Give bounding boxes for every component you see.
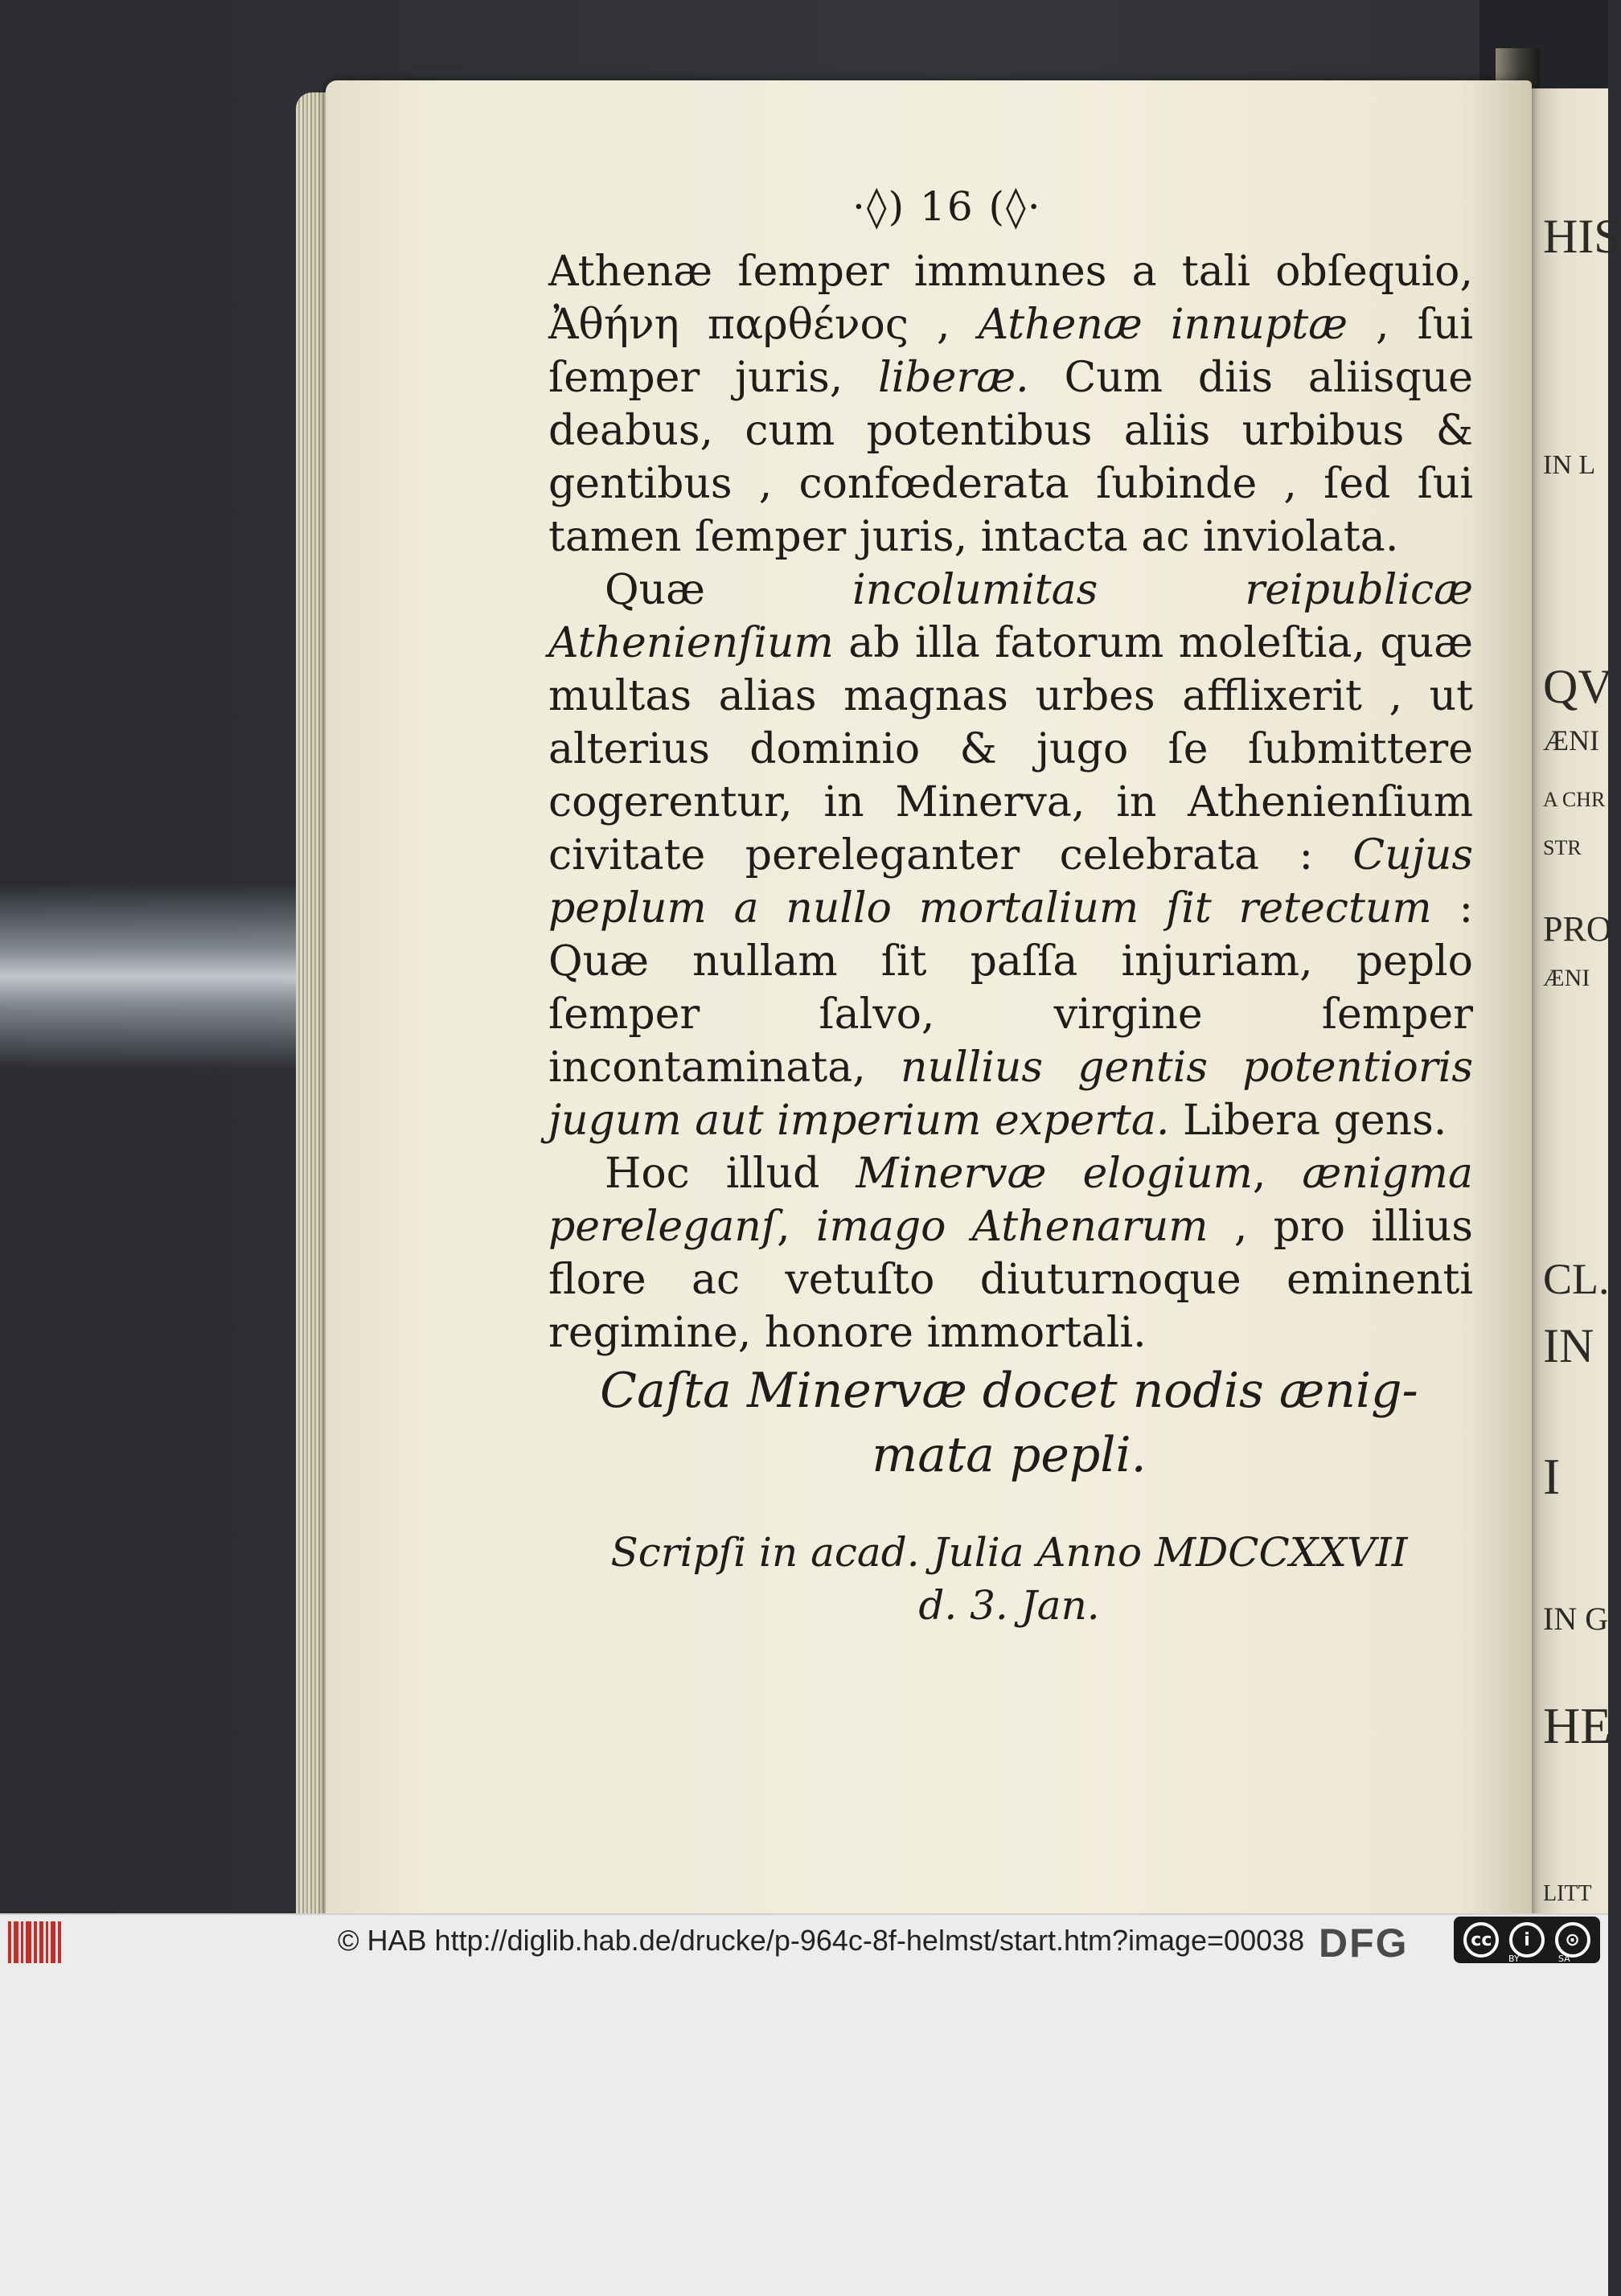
paragraph-2 [548, 564, 1473, 1147]
text-segment: Cujus peplum a nullo mortalium ſit retectum [548, 831, 1473, 933]
attribution-icon: i [1509, 1922, 1545, 1958]
motto [555, 1359, 1463, 1487]
facing-page-text: HIS [1543, 210, 1621, 263]
text-segment: Ἀθήνη παρθένος [548, 301, 909, 349]
facing-page-text: IN [1543, 1319, 1594, 1372]
text-segment: Cum diis aliisque deabus, cum potentibus aliis urbibus & gentibus , confœderata ſubinde , ſed ſui tamen ſemper juris, intacta ac inviolata. [548, 354, 1473, 561]
text-segment: , pro illius flore ac vetuſto diuturnoque eminenti regimine, honore immortali. [548, 1203, 1473, 1357]
text-segment: Athenæ ſemper immunes a tali obſequio, [548, 248, 1473, 296]
text-segment: Minervæ elogium [856, 1150, 1253, 1198]
page-body [548, 245, 1473, 1359]
paragraph-1 [548, 245, 1473, 564]
motto-line-1: Caſta Minervæ docet nodis ænig- [600, 1363, 1418, 1419]
facing-page-text: PRO [1543, 909, 1612, 949]
cc-license-icon[interactable] [1454, 1917, 1600, 1963]
facing-page-text: IN L [1543, 450, 1596, 480]
signature-line-2: d. 3. Jan. [918, 1582, 1100, 1629]
facing-page-text: IN G [1543, 1601, 1609, 1637]
text-segment: , [1252, 1150, 1303, 1198]
hab-logo-icon [8, 1921, 64, 1963]
text-segment: incolumitas reipublicæ Athenienſium [548, 566, 1473, 667]
text-segment: , ſui ſemper juris, [548, 301, 1473, 402]
facing-page-text: HE [1543, 1697, 1612, 1754]
facing-page-text: LITT [1543, 1881, 1592, 1906]
facing-page-fragment [1532, 88, 1621, 1913]
text-segment: Athenæ innuptæ [978, 301, 1348, 349]
facing-page-text: ÆNI [1543, 965, 1590, 991]
text-segment: imago Athenarum [815, 1203, 1209, 1251]
paragraph-3 [548, 1147, 1473, 1359]
facing-page-text: I [1543, 1448, 1561, 1505]
facing-page-text: QV [1543, 660, 1613, 713]
cc-icon: cc [1463, 1922, 1499, 1958]
facing-page-text: A CHR [1543, 788, 1606, 811]
text-segment: Quæ [605, 566, 853, 614]
facing-page-text: STR [1543, 836, 1582, 859]
page-number-header: ·◊) 16 (◊· [852, 183, 1042, 230]
footer-credit-link[interactable]: © HAB http://diglib.hab.de/drucke/p-964c-8f-helmst/start.htm?image=00038 [338, 1924, 1305, 1957]
text-segment: : Quæ nullam ſit paſſa injuriam, peplo ſemper ſalvo, virgine ſemper incontaminata, [548, 884, 1473, 1092]
text-segment: Libera gens. [1169, 1097, 1447, 1145]
text-segment: nullius gentis potentioris jugum aut imperium experta. [548, 1043, 1474, 1145]
facing-page-text: ÆNI [1543, 724, 1599, 756]
text-segment: liberæ. [878, 354, 1029, 402]
share-alike-icon: ⊙ [1555, 1922, 1590, 1958]
text-segment: , [908, 301, 979, 349]
footer-bar [0, 1913, 1608, 2296]
dfg-logo: DFG [1319, 1921, 1409, 1966]
motto-line-2: mata pepli. [872, 1427, 1147, 1483]
text-segment: ab illa fatorum moleſtia, quæ multas alias magnas urbes afflixerit , ut alterius dominio & jugo ſe ſubmittere cogerentur, in Minerva, in Athenienſium civitate pereleganter celebrata : [548, 619, 1473, 879]
text-segment: ænigma pereleganſ [548, 1150, 1473, 1251]
license-by-label: BY [1508, 1954, 1520, 1964]
license-sa-label: SA [1558, 1954, 1570, 1964]
text-segment: Hoc illud [605, 1150, 856, 1198]
signature [555, 1526, 1463, 1632]
text-segment: , [777, 1203, 816, 1251]
facing-page-text: CL. [1543, 1255, 1610, 1303]
signature-line-1: Scripſi in acad. Julia Anno MDCCXXVII [610, 1529, 1408, 1576]
